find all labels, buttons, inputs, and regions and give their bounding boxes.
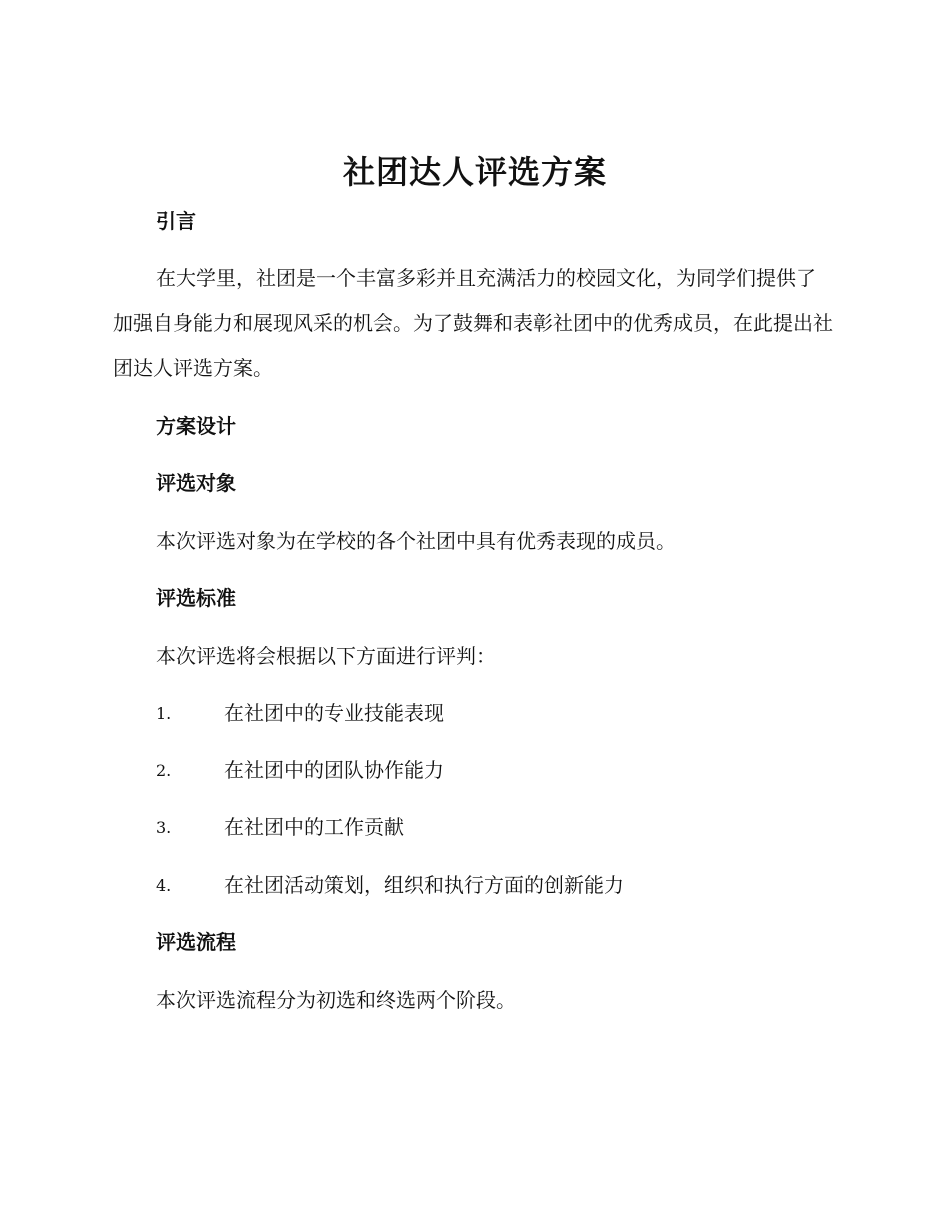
heading-criteria: 评选标准 <box>156 586 236 610</box>
list-item-text: 在社团中的团队协作能力 <box>224 758 444 782</box>
intro-paragraph <box>113 256 833 391</box>
document-title: 社团达人评选方案 <box>342 153 607 191</box>
list-item-text: 在社团中的专业技能表现 <box>224 701 444 725</box>
heading-process: 评选流程 <box>156 930 236 954</box>
heading-intro: 引言 <box>156 209 196 233</box>
list-item-number: 2. <box>156 761 172 780</box>
list-item-text: 在社团活动策划，组织和执行方面的创新能力 <box>224 873 624 897</box>
intro-paragraph-text: 在大学里，社团是一个丰富多彩并且充满活力的校园文化，为同学们提供了加强自身能力和展现风采的机会。为了鼓舞和表彰社团中的优秀成员，在此提出社团达人评选方案。 <box>113 266 833 380</box>
list-item-number: 4. <box>156 876 172 895</box>
criteria-intro: 本次评选将会根据以下方面进行评判： <box>156 644 496 668</box>
heading-design: 方案设计 <box>156 414 236 438</box>
list-item-text: 在社团中的工作贡献 <box>224 815 404 839</box>
list-item-number: 3. <box>156 818 172 837</box>
process-text: 本次评选流程分为初选和终选两个阶段。 <box>156 988 516 1012</box>
list-item-number: 1. <box>156 704 172 723</box>
heading-target: 评选对象 <box>156 471 236 495</box>
target-text: 本次评选对象为在学校的各个社团中具有优秀表现的成员。 <box>156 529 676 553</box>
